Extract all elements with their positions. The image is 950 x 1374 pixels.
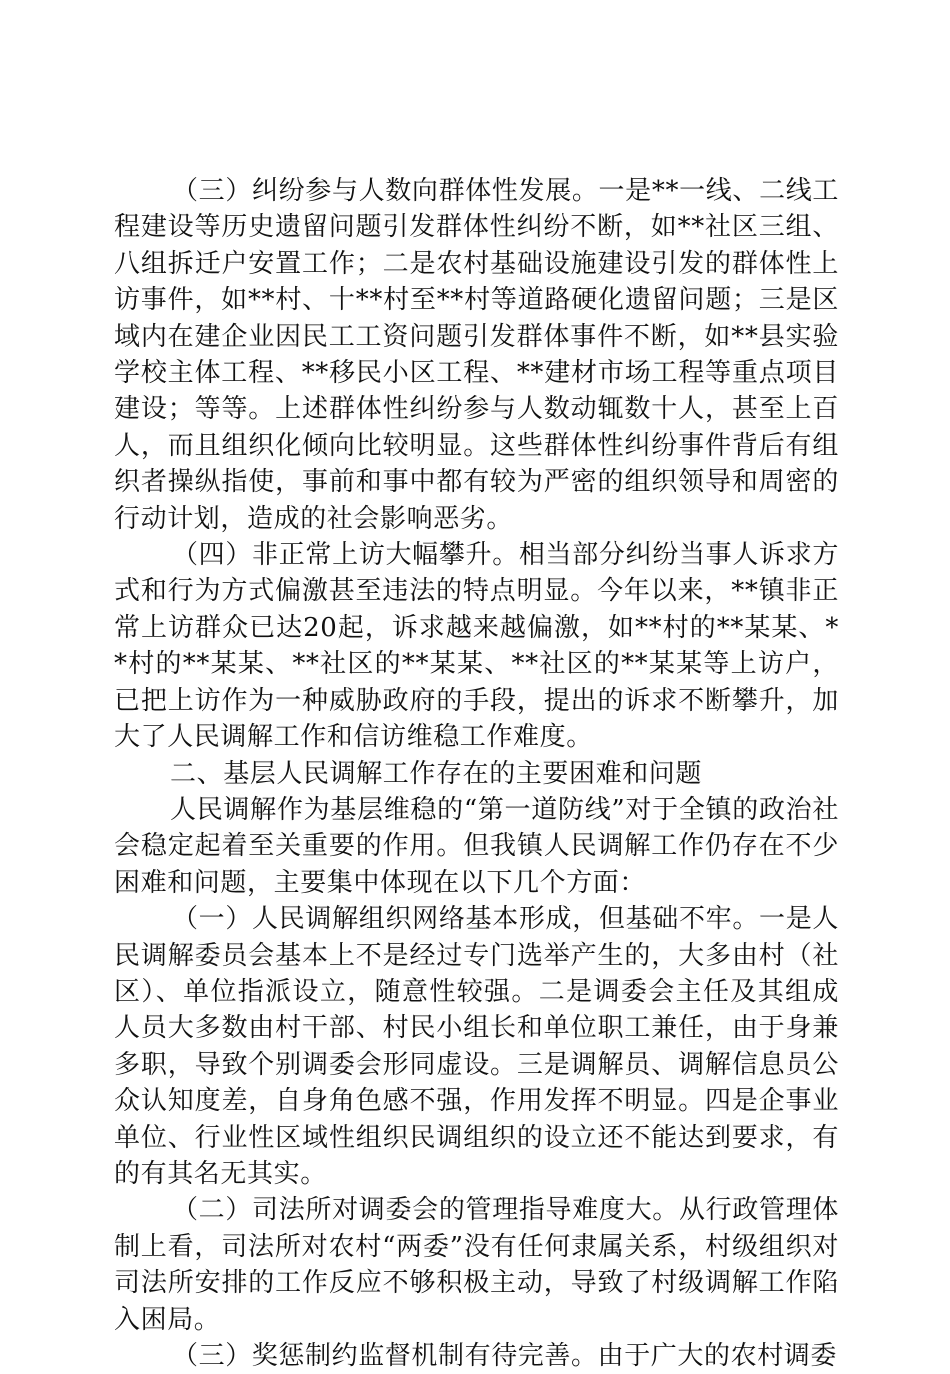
paragraph-abnormal-petitions: （四）非正常上访大幅攀升。相当部分纠纷当事人诉求方式和行为方式偏激甚至违法的特点明显。今年以来，**镇非正常上访群众已达20起，诉求越来越偏激，如**村的**某某、**村的**某某、**社区的**某某、**社区的**某某等上访户，已把上访作为一种威胁政府的手段，提出的诉求不断攀升，加大了人民调解工作和信访维稳工作难度。 [114, 540, 839, 753]
document-body [114, 173, 839, 1374]
paragraph-organization-network: （一）人民调解组织网络基本形成，但基础不牢。一是人民调解委员会基本上不是经过专门选举产生的，大多由村（社区）、单位指派设立，随意性较强。二是调委会主任及其组成人员大多数由村干部、村民小组长和单位职工兼任，由于身兼多职，导致个别调委会形同虚设。三是调解员、调解信息员公众认知度差，自身角色感不强，作用发挥不明显。四是企事业单位、行业性区域性组织民调组织的设立还不能达到要求，有的有其名无其实。 [114, 904, 839, 1189]
section-heading-difficulties: 二、基层人民调解工作存在的主要困难和问题 [170, 758, 703, 789]
paragraph-incentive-mechanism: （三）奖惩制约监督机制有待完善。由于广大的农村调委 [172, 1341, 838, 1371]
paragraph-disputes-group: （三）纠纷参与人数向群体性发展。一是**一线、二线工程建设等历史遗留问题引发群体性纠纷不断，如**社区三组、八组拆迁户安置工作；二是农村基础设施建设引发的群体性上访事件，如**村、十**村至**村等道路硬化遗留问题；三是区域内在建企业因民工工资问题引发群体事件不断，如**县实验学校主体工程、**移民小区工程、**建材市场工程等重点项目建设；等等。上述群体性纠纷参与人数动辄数十人，甚至上百人，而且组织化倾向比较明显。这些群体性纠纷事件背后有组织者操纵指使，事前和事中都有较为严密的组织领导和周密的行动计划，造成的社会影响恶劣。 [114, 176, 839, 534]
paragraph-judicial-management: （二）司法所对调委会的管理指导难度大。从行政管理体制上看，司法所对农村“两委”没有任何隶属关系，村级组织对司法所安排的工作反应不够积极主动，导致了村级调解工作陷入困局。 [114, 1195, 839, 1335]
paragraph-mediation-intro: 人民调解作为基层维稳的“第一道防线”对于全镇的政治社会稳定起着至关重要的作用。但我镇人民调解工作仍存在不少困难和问题，主要集中体现在以下几个方面： [114, 794, 839, 898]
